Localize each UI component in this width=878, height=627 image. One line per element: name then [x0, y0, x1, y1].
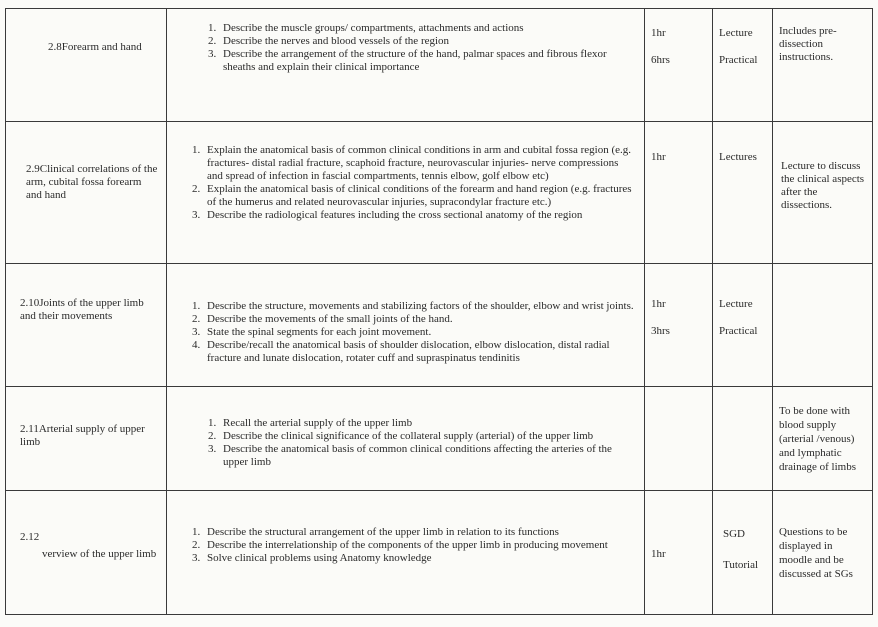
duration-value: 3hrs: [651, 325, 670, 337]
topic-title: 2.9Clinical correlations of the arm, cubital fossa forearm and hand: [26, 163, 158, 201]
remarks-cell: [773, 491, 873, 615]
duration-cell: [645, 491, 713, 615]
outcome-item: 3. Describe the anatomical basis of common clinical conditions affecting the arteries of the upper limb: [219, 443, 634, 469]
table-row: [6, 387, 873, 491]
remarks-text: Includes pre-dissection instructions.: [779, 25, 837, 63]
learning-outcomes-cell: [167, 264, 645, 387]
method-value: Tutorial: [723, 558, 759, 571]
outcome-item: 1. Recall the arterial supply of the upper limb: [219, 417, 634, 430]
duration-value: 1hr: [651, 27, 666, 39]
outcome-list: [177, 417, 634, 469]
teaching-method-cell: [713, 122, 773, 264]
method-value: Lecture: [719, 27, 753, 39]
table-row: [6, 122, 873, 264]
outcome-item: 1. Describe the muscle groups/ compartments, attachments and actions: [219, 22, 634, 35]
outcome-item: 1. Explain the anatomical basis of common clinical conditions in arm and cubital fossa region (e.g. fractures- distal radial fracture, scaphoid fracture, neurovascular injuries- nerve compressions and spread of infection in fascial compartments, tennis elbow, golf elbow etc): [203, 144, 634, 183]
outcome-list: [177, 526, 634, 565]
remarks-cell: [773, 122, 873, 264]
learning-outcomes-cell: [167, 387, 645, 491]
teaching-method-cell: [713, 387, 773, 491]
topic-cell: [6, 264, 167, 387]
duration-value: 1hr: [651, 548, 666, 560]
learning-outcomes-cell: [167, 491, 645, 615]
duration-value: 1hr: [651, 298, 666, 310]
method-value: SGD: [723, 527, 746, 540]
topic-cell: [6, 122, 167, 264]
topic-cell: [6, 491, 167, 615]
outcome-item: 2. Describe the movements of the small joints of the hand.: [203, 313, 634, 326]
table-row: [6, 264, 873, 387]
remarks-text: Questions to be displayed in moodle and be discussed at SGs: [779, 525, 853, 580]
topic-number: 2.12: [20, 530, 40, 543]
method-value: Practical: [719, 54, 758, 66]
remarks-cell: [773, 9, 873, 122]
outcome-item: 2. Describe the interrelationship of the components of the upper limb in producing movement: [203, 539, 634, 552]
duration-value: 6hrs: [651, 54, 670, 66]
remarks-text: To be done with blood supply (arterial /venous) and lymphatic drainage of limbs: [779, 404, 856, 473]
remarks-cell: [773, 264, 873, 387]
remarks-text: Lecture to discuss the clinical aspects after the dissections.: [781, 159, 865, 211]
method-value: Lectures: [719, 150, 757, 163]
outcome-item: 4. Describe/recall the anatomical basis of shoulder dislocation, elbow dislocation, distal radial fracture and lunate dislocation, rotater cuff and supraspinatus tendinitis: [203, 339, 634, 365]
outcome-item: 3. Describe the radiological features including the cross sectional anatomy of the region: [203, 209, 634, 222]
outcome-item: 1. Describe the structural arrangement of the upper limb in relation to its functions: [203, 526, 634, 539]
table-row: [6, 491, 873, 615]
remarks-cell: [773, 387, 873, 491]
topic-title: 2.10Joints of the upper limb and their movements: [20, 297, 144, 322]
duration-cell: [645, 9, 713, 122]
topic-title: 2.11Arterial supply of upper limb: [20, 422, 145, 448]
outcome-item: 3. State the spinal segments for each joint movement.: [203, 326, 634, 339]
topic-cell: [6, 9, 167, 122]
topic-title: verview of the upper limb: [42, 547, 157, 560]
outcome-list: [177, 144, 634, 222]
duration-cell: [645, 264, 713, 387]
teaching-method-cell: [713, 491, 773, 615]
outcome-item: 3. Describe the arrangement of the structure of the hand, palmar spaces and fibrous flexor sheaths and explain their clinical importance: [219, 48, 634, 74]
duration-cell: [645, 122, 713, 264]
teaching-method-cell: [713, 264, 773, 387]
learning-outcomes-cell: [167, 122, 645, 264]
outcome-item: 2. Explain the anatomical basis of clinical conditions of the forearm and hand region (e.g. fractures of the humerus and related neurovascular injuries, supracondylar fracture etc.): [203, 183, 634, 209]
outcome-item: 2. Describe the nerves and blood vessels of the region: [219, 35, 634, 48]
method-value: Lecture: [719, 298, 753, 310]
syllabus-table: [5, 8, 873, 615]
duration-cell: [645, 387, 713, 491]
outcome-item: 1. Describe the structure, movements and stabilizing factors of the shoulder, elbow and wrist joints.: [203, 300, 634, 313]
outcome-list: [177, 22, 634, 74]
method-value: Practical: [719, 325, 758, 337]
duration-value: 1hr: [651, 150, 666, 163]
topic-title: 2.8Forearm and hand: [48, 40, 142, 53]
outcome-item: 2. Describe the clinical significance of the collateral supply (arterial) of the upper limb: [219, 430, 634, 443]
teaching-method-cell: [713, 9, 773, 122]
learning-outcomes-cell: [167, 9, 645, 122]
topic-cell: [6, 387, 167, 491]
outcome-item: 3. Solve clinical problems using Anatomy knowledge: [203, 552, 634, 565]
outcome-list: [177, 300, 634, 365]
table-row: [6, 9, 873, 122]
